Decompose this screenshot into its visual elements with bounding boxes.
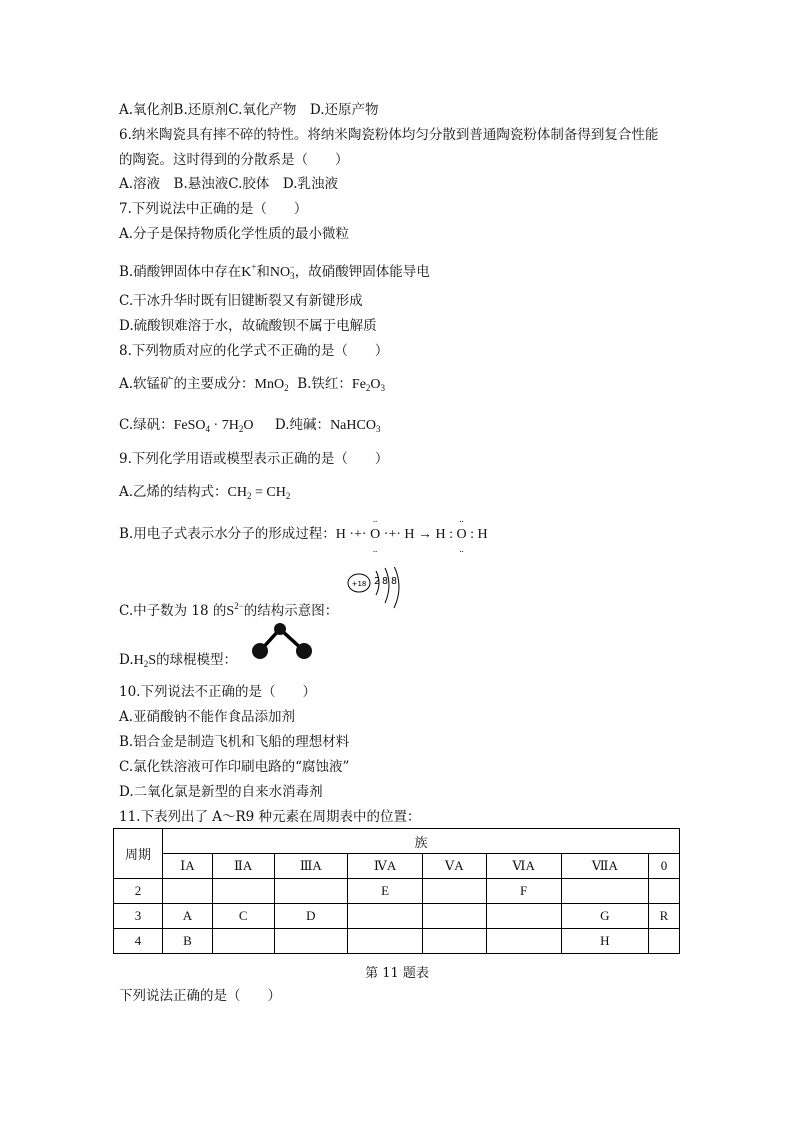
q7-option-c: C.干冰升华时既有旧键断裂又有新键形成 bbox=[119, 293, 363, 309]
element-cell: F bbox=[486, 879, 561, 904]
element-cell: G bbox=[561, 904, 648, 929]
q9-a-label: A.乙烯的结构式： bbox=[119, 484, 228, 500]
hydrogen-atom-2 bbox=[296, 643, 312, 659]
q10-option-b: B.铝合金是制造飞机和飞船的理想材料 bbox=[119, 734, 350, 750]
s2-ion-structure-diagram bbox=[345, 567, 407, 611]
nucleus-charge: +18 bbox=[351, 580, 367, 588]
q7-b-and: 和 bbox=[256, 264, 270, 280]
formula-ethylene: $CH_2 = CH_2$ bbox=[227, 485, 291, 501]
q6-stem-line1: 6.纳米陶瓷具有摔不碎的特性。将纳米陶瓷粉体均匀分散到普通陶瓷粉体制备得到复合性能 bbox=[119, 127, 659, 143]
q8-options-ab bbox=[119, 375, 385, 397]
formula-no3-minus: $NO_3^-$ bbox=[269, 262, 295, 281]
formula-h2s: $H_2S$ bbox=[133, 653, 157, 669]
hydrogen-atom-1 bbox=[252, 643, 268, 659]
q10-option-c: C.氯化铁溶液可作印刷电路的“腐蚀液” bbox=[119, 759, 350, 775]
element-cell: B bbox=[163, 929, 213, 954]
element-cell bbox=[561, 879, 648, 904]
element-cell: R bbox=[648, 904, 679, 929]
formula-k-plus: K+ bbox=[241, 262, 257, 280]
element-cell: A bbox=[163, 904, 213, 929]
q8-options-cd bbox=[119, 416, 380, 438]
element-cell bbox=[648, 929, 679, 954]
element-cell bbox=[486, 904, 561, 929]
sulfur-atom bbox=[274, 623, 286, 635]
element-cell bbox=[423, 879, 486, 904]
q9-c-suffix: 的结构示意图： bbox=[243, 603, 339, 619]
formula-fe2o3: $Fe_2O_3$ bbox=[351, 377, 386, 393]
element-cell bbox=[163, 879, 213, 904]
periodic-table-excerpt bbox=[113, 828, 680, 954]
shell-3-electrons: 8 bbox=[391, 576, 398, 587]
q7-b-suffix: ，故硝酸钾固体能导电 bbox=[294, 264, 430, 280]
group-col-header: ⅢA bbox=[274, 854, 348, 879]
period-cell: 2 bbox=[114, 879, 163, 904]
element-cell bbox=[212, 929, 274, 954]
shell-2-electrons: 8 bbox=[382, 576, 389, 587]
formula-feso4-7h2o: FeSO$_4$ · $7H_2O$ bbox=[173, 418, 254, 434]
q9-option-a bbox=[119, 483, 290, 505]
q7-stem: 7.下列说法中正确的是（ ） bbox=[119, 201, 308, 217]
q5-options: A.氧化剂B.还原剂C.氧化产物 D.还原产物 bbox=[119, 102, 379, 118]
q9-d-suffix: 的球棍模型： bbox=[156, 652, 238, 668]
q9-option-c bbox=[119, 597, 338, 621]
q8-a-label: A.软锰矿的主要成分： bbox=[119, 376, 255, 392]
element-cell: H bbox=[561, 929, 648, 954]
electron-formula-water: H ·+· O ꓸꓸ ꓸꓸ ·+· H → H : O ꓸꓸ ꓸꓸ : H bbox=[335, 516, 488, 554]
q8-c-label: C.绿矾： bbox=[119, 417, 174, 433]
group-col-header: ⅤA bbox=[423, 854, 486, 879]
formula-mno2: MnO$_2$ bbox=[254, 377, 289, 393]
q8-d-label: D.纯碱： bbox=[274, 417, 331, 433]
element-cell bbox=[348, 904, 423, 929]
q9-b-label: B.用电子式表示水分子的形成过程： bbox=[119, 526, 336, 542]
q6-options: A.溶液 B.悬浊液C.胶体 D.乳浊液 bbox=[119, 176, 339, 192]
group-header: 族 bbox=[163, 829, 680, 854]
element-cell: E bbox=[348, 879, 423, 904]
q7-option-b bbox=[119, 258, 430, 285]
group-col-header: ⅦA bbox=[561, 854, 648, 879]
q9-c-label: C.中子数为 18 的 bbox=[119, 603, 227, 619]
element-cell bbox=[274, 929, 348, 954]
group-col-header: ⅣA bbox=[348, 854, 423, 879]
group-col-header: 0 bbox=[648, 854, 679, 879]
group-col-header: ⅡA bbox=[212, 854, 274, 879]
q8-b-label: B.铁红： bbox=[297, 376, 352, 392]
q9-d-label: D. bbox=[119, 652, 134, 668]
q7-option-a: A.分子是保持物质化学性质的最小微粒 bbox=[119, 226, 350, 242]
q9-stem: 9.下列化学用语或模型表示正确的是（ ） bbox=[119, 451, 389, 467]
group-col-header: ⅥA bbox=[486, 854, 561, 879]
element-cell bbox=[423, 904, 486, 929]
q8-stem: 8.下列物质对应的化学式不正确的是（ ） bbox=[119, 343, 389, 359]
element-cell bbox=[274, 879, 348, 904]
shell-1-electrons: 2 bbox=[374, 576, 381, 587]
period-header: 周期 bbox=[114, 829, 163, 879]
q10-stem: 10.下列说法不正确的是（ ） bbox=[119, 684, 316, 700]
element-cell bbox=[348, 929, 423, 954]
formula-s2-minus: $S^{2-}$ bbox=[226, 601, 244, 619]
q9-option-b bbox=[119, 516, 488, 554]
table-row bbox=[114, 879, 680, 904]
group-col-header: ⅠA bbox=[163, 854, 213, 879]
table-row bbox=[114, 904, 680, 929]
period-cell: 3 bbox=[114, 904, 163, 929]
q9-option-d bbox=[119, 651, 237, 673]
table-caption: 第 11 题表 bbox=[365, 966, 429, 981]
table-row bbox=[114, 929, 680, 954]
q10-option-d: D.二氧化氯是新型的自来水消毒剂 bbox=[119, 784, 323, 800]
q7-b-prefix: B.硝酸钾固体中存在 bbox=[119, 264, 242, 280]
formula-nahco3: NaHCO$_3$ bbox=[330, 418, 381, 434]
q7-option-d: D.硫酸钡难溶于水，故硫酸钡不属于电解质 bbox=[119, 318, 377, 334]
element-cell bbox=[423, 929, 486, 954]
q11-followup: 下列说法正确的是（ ） bbox=[119, 988, 281, 1004]
element-cell bbox=[648, 879, 679, 904]
element-cell bbox=[486, 929, 561, 954]
q10-option-a: A.亚硝酸钠不能作食品添加剂 bbox=[119, 709, 296, 725]
element-cell: D bbox=[274, 904, 348, 929]
q11-stem: 11.下表列出了 A～R9 种元素在周期表中的位置： bbox=[119, 809, 421, 825]
q6-stem-line2: 的陶瓷。这时得到的分散系是（ ） bbox=[119, 152, 349, 168]
period-cell: 4 bbox=[114, 929, 163, 954]
element-cell: C bbox=[212, 904, 274, 929]
element-cell bbox=[212, 879, 274, 904]
h2s-ball-stick-model bbox=[250, 619, 316, 663]
